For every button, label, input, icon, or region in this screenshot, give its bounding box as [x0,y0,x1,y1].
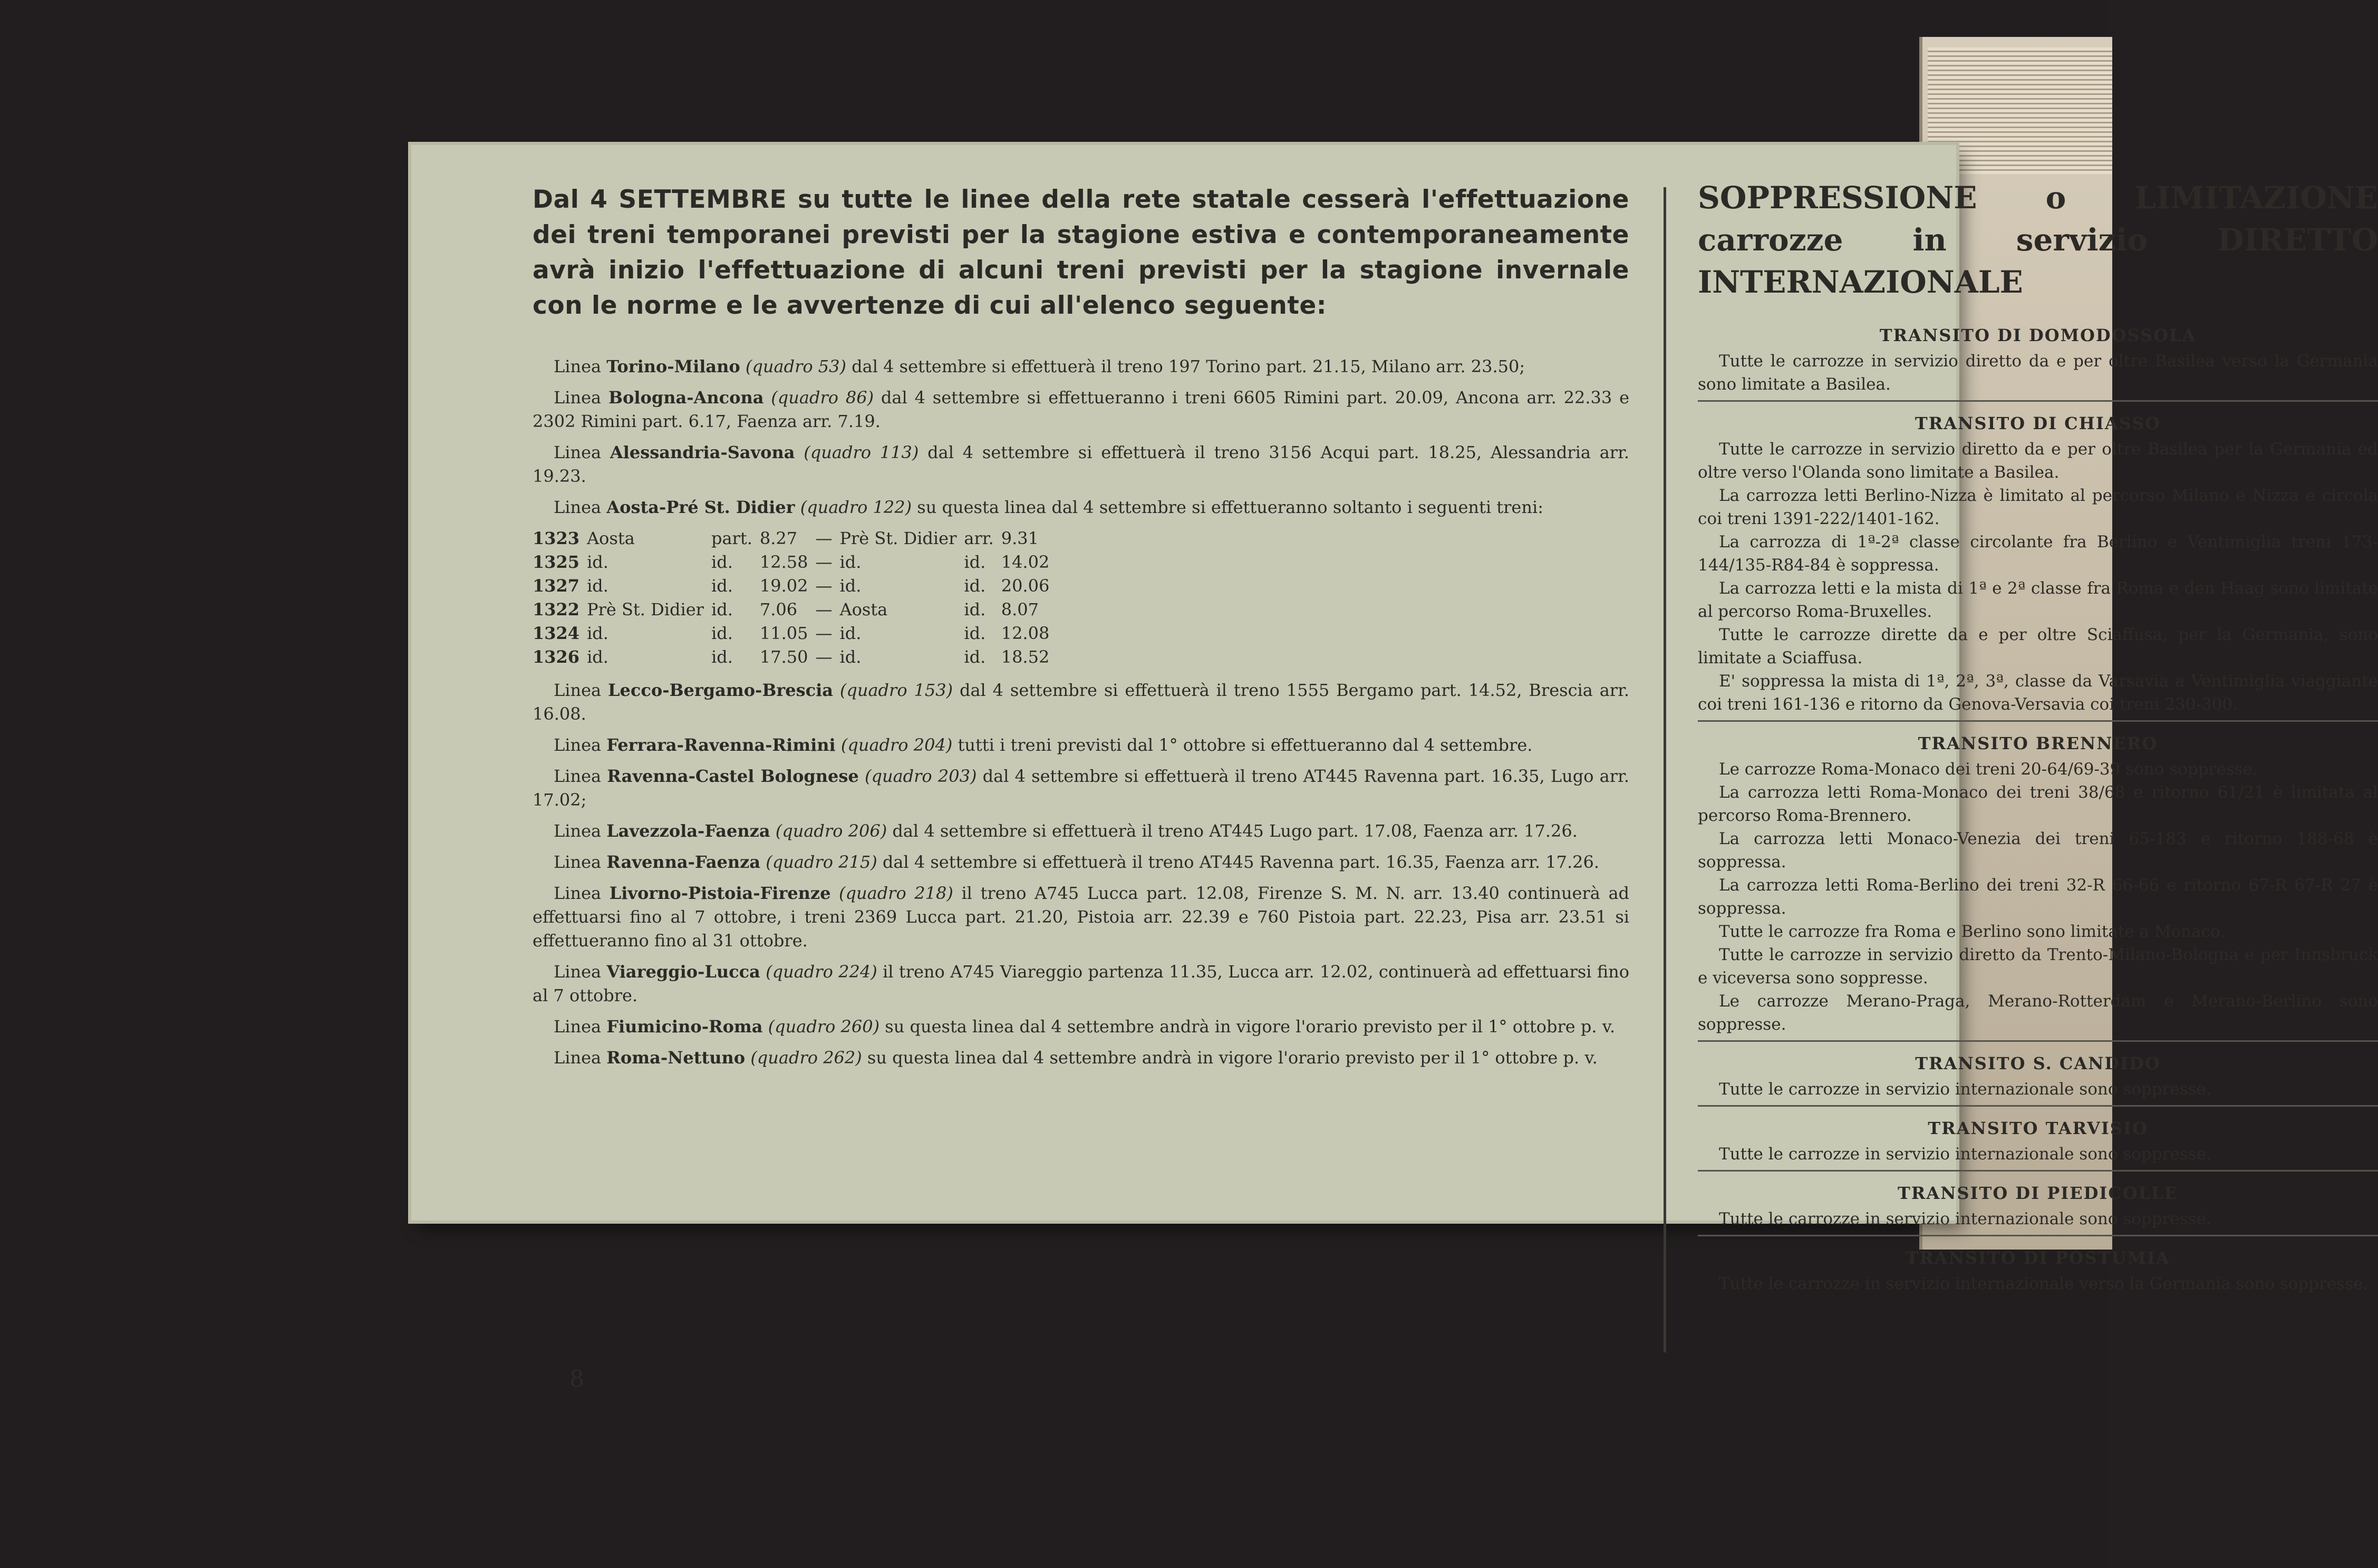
section-paragraph: Le carrozze Roma-Monaco dei treni 20-64/69-39 sono soppresse. [1719,760,2258,779]
section-paragraph: Tutte le carrozze in servizio diretto da e per oltre Basilea verso la Germania sono limitate a Basilea. [1698,352,2378,394]
transit-section [1698,733,2378,1042]
quadro-ref: (quadro 204) [840,735,953,755]
schedule-dep: 8.27 [759,528,798,548]
line-name: Viareggio-Lucca [606,962,760,982]
section-heading: TRANSITO DI PIEDICOLLE [1897,1183,2179,1203]
notice-text: tutti i treni previsti dal 1° ottobre si effettueranno dal 4 settembre. [952,735,1533,755]
notice-text: il treno A745 Lucca part. 12.08, Firenze S. M. N. arr. 13.40 continuerà ad effettuarsi fino al 7 ottobre, i treni 2369 Lucca part. 21.20, Pistoia arr. 22.39 e 760 Pistoia part. 22.23, Pisa arr. 23.51 si effettueranno fino al 31 ottobre. [533,883,1630,951]
schedule-from: id. [587,623,608,643]
schedule-dep-label: id. [711,623,733,643]
line-notice [533,850,1629,874]
quadro-ref: (quadro 53) [745,356,846,376]
left-column [533,182,1629,1077]
notices-list [533,355,1629,519]
quadro-ref: (quadro 113) [804,442,919,462]
schedule-dep-label: id. [711,552,733,572]
quadro-ref: (quadro 215) [766,852,877,872]
schedule-dash: — [815,528,833,548]
schedule-from: Prè St. Didier [587,599,704,620]
column-divider [1664,187,1666,1352]
schedule-dep-label: id. [711,647,733,667]
notice-prefix: Linea [554,883,610,903]
section-paragraph: La carrozza letti Roma-Berlino dei treni 32-R 66-66 e ritorno 67-R 67-R 27 è soppressa. [1698,876,2378,918]
line-name: Livorno-Pistoia-Firenze [609,883,831,903]
line-notice [533,386,1629,433]
quadro-ref: (quadro 153) [839,680,953,700]
schedule-row [533,574,1057,598]
line-notice [533,355,1629,379]
intro-paragraph: Dal 4 SETTEMBRE su tutte le linee della rete statale cesserà l'effettuazione dei treni temporanei previsti per la stagione estiva e contemporaneamente avrà inizio l'effettuazione di alcuni treni previsti per la stagione invernale con le norme e le avvertenze di cui all'elenco seguente: [533,185,1629,320]
schedule-dash: — [815,647,833,667]
section-paragraph: Tutte le carrozze in servizio internazionale verso la Germania sono soppresse. [1719,1274,2369,1293]
notice-text: dal 4 settembre si effettuerà il treno AT445 Lugo part. 17.08, Faenza arr. 17.26. [887,821,1578,841]
schedule-dash: — [815,576,833,596]
notice-text: dal 4 settembre si effettueranno i treni 6605 Rimini part. 20.09, Ancona arr. 22.33 e 2302 Rimini part. 6.17, Faenza arr. 7.19. [533,388,1630,431]
section-heading: TRANSITO TARVISIO [1928,1118,2148,1138]
schedule-dep-label: part. [711,528,752,548]
section-heading: TRANSITO DI POSTUMIA [1906,1248,2170,1268]
section-paragraph: E' soppressa la mista di 1ª, 2ª, 3ª, classe da Varsavia a Ventimiglia viaggiante coi treni 161-136 e ritorno da Genova-Versavia coi treni 230-300. [1698,672,2378,714]
schedule-train: 1325 [533,552,580,572]
line-notice [533,733,1629,757]
line-name: Roma-Nettuno [606,1048,746,1068]
notice-text: dal 4 settembre si effettuerà il treno AT445 Ravenna part. 16.35, Lugo arr. 17.02; [533,766,1630,810]
line-name: Alessandria-Savona [610,442,795,462]
line-name: Lavezzola-Faenza [606,821,770,841]
schedule-train: 1322 [533,599,580,620]
schedule-dep: 19.02 [759,576,808,596]
notice-prefix: Linea [554,852,607,872]
notice-prefix: Linea [554,442,610,462]
schedule-arr-label: id. [964,623,986,643]
section-paragraph: La carrozza letti Monaco-Venezia dei treni 65-183 e ritorno 188-68 è soppressa. [1698,829,2378,872]
schedule-arr-label: id. [964,552,986,572]
schedule-dash: — [815,599,833,620]
section-paragraph: La carrozza letti e la mista di 1ª e 2ª classe fra Roma e den Haag sono limitate al percorso Roma-Bruxelles. [1698,579,2378,621]
notice-text: su questa linea dal 4 settembre andrà in vigore l'orario previsto per il 1° ottobre p. v. [879,1017,1616,1037]
schedule-dep: 17.50 [759,647,808,667]
quadro-ref: (quadro 260) [768,1017,880,1037]
transit-sections [1698,325,2378,1295]
line-notice [533,882,1629,953]
line-name: Ravenna-Faenza [606,852,761,872]
section-rule [1698,1105,2378,1107]
aosta-schedule-table [533,527,1057,669]
section-rule [1698,720,2378,722]
schedule-from: id. [587,647,608,667]
schedule-to: id. [839,647,862,667]
notice-text: dal 4 settembre si effettuerà il treno 3156 Acqui part. 18.25, Alessandria arr. 19.23. [533,442,1630,486]
line-notice [533,441,1629,488]
schedule-dep: 7.06 [759,599,798,620]
transit-section [1698,1053,2378,1107]
line-name: Fiumicino-Roma [606,1017,763,1037]
section-paragraph: La carrozza letti Roma-Monaco dei treni 38/68 e ritorno 61/21 è limitata al percorso Roma-Brennero. [1698,783,2378,825]
line-name: Torino-Milano [606,356,740,376]
notice-prefix: Linea [554,766,607,786]
notice-text: dal 4 settembre si effettuerà il treno 197 Torino part. 21.15, Milano arr. 23.50; [846,356,1525,376]
section-paragraph: Le carrozze Merano-Praga, Merano-Rotterdam e Merano-Berlino sono soppresse. [1698,992,2378,1034]
schedule-dash: — [815,623,833,643]
line-notice [533,819,1629,843]
line-name: Lecco-Bergamo-Brescia [608,680,833,700]
schedule-train: 1323 [533,528,580,548]
notice-text: su questa linea dal 4 settembre andrà in vigore l'orario previsto per il 1° ottobre p. v. [862,1048,1598,1068]
schedule-train: 1327 [533,576,580,596]
section-rule [1698,1235,2378,1236]
notice-text: dal 4 settembre si effettuerà il treno 1555 Bergamo part. 14.52, Brescia arr. 16.08. [533,680,1630,724]
schedule-arr: 9.31 [1001,528,1039,548]
quadro-ref: (quadro 224) [766,962,877,982]
notice-prefix: Linea [554,962,607,982]
section-heading: TRANSITO S. CANDIDO [1915,1053,2161,1073]
notice-prefix: Linea [554,821,607,841]
quadro-ref: (quadro 206) [775,821,887,841]
section-heading: TRANSITO DI CHIASSO [1915,413,2161,433]
line-notice [533,679,1629,726]
notices-list-2 [533,679,1629,1070]
section-heading: TRANSITO DI DOMODOSSOLA [1879,325,2197,345]
schedule-arr-label: id. [964,647,986,667]
right-column [1698,177,2378,1295]
line-notice [533,496,1629,519]
transit-section [1698,325,2378,402]
schedule-dep: 12.58 [759,552,808,572]
schedule-to: Prè St. Didier [839,528,957,548]
line-name: Bologna-Ancona [608,388,764,408]
quadro-ref: (quadro 203) [864,766,977,786]
schedule-arr: 20.06 [1001,576,1050,596]
schedule-dep-label: id. [711,576,733,596]
notice-text: il treno A745 Viareggio partenza 11.35, Lucca arr. 12.02, continuerà ad effettuarsi fino al 7 ottobre. [533,962,1630,1005]
section-heading: TRANSITO BRENNERO [1918,733,2158,753]
section-paragraph: Tutte le carrozze dirette da e per oltre Sciaffusa, per la Germania, sono limitate a Sciaffusa. [1698,625,2378,667]
line-notice [533,1015,1629,1039]
schedule-arr: 12.08 [1001,623,1050,643]
schedule-train: 1326 [533,647,580,667]
quadro-ref: (quadro 86) [771,388,874,408]
schedule-row [533,645,1057,669]
section-paragraph: La carrozza letti Berlino-Nizza è limitato al percorso Milano e Nizza e circola coi treni 1391-222/1401-162. [1698,486,2378,528]
section-paragraph: Tutte le carrozze in servizio internazionale sono soppresse. [1719,1209,2211,1228]
notice-prefix: Linea [554,388,608,408]
notice-prefix: Linea [554,497,607,517]
schedule-to: id. [839,623,862,643]
schedule-arr: 8.07 [1001,599,1039,620]
schedule-dep-label: id. [711,599,733,620]
section-paragraph: Tutte le carrozze in servizio diretto da e per oltre Basilea per la Germania ed oltre verso l'Olanda sono limitate a Basilea. [1698,440,2378,482]
line-notice [533,764,1629,812]
schedule-dash: — [815,552,833,572]
quadro-ref: (quadro 262) [750,1048,862,1068]
schedule-arr-label: id. [964,576,986,596]
schedule-from: id. [587,576,608,596]
line-name: Aosta-Pré St. Didier [606,497,795,517]
section-rule [1698,400,2378,402]
schedule-to: id. [839,552,862,572]
schedule-row [533,527,1057,550]
schedule-arr: 14.02 [1001,552,1050,572]
notice-prefix: Linea [554,356,607,376]
right-title: SOPPRESSIONE o LIMITAZIONE carrozze in servizio DIRETTO INTERNAZIONALE [1698,180,2378,300]
schedule-arr-label: arr. [964,528,994,548]
schedule-to: Aosta [839,599,888,620]
notice-prefix: Linea [554,1048,607,1068]
quadro-ref: (quadro 122) [800,497,912,517]
schedule-to: id. [839,576,862,596]
section-rule [1698,1170,2378,1172]
line-notice [533,960,1629,1008]
section-paragraph: Tutte le carrozze in servizio internazionale sono soppresse. [1719,1080,2211,1099]
schedule-row [533,622,1057,645]
line-name: Ravenna-Castel Bolognese [607,766,859,786]
transit-section [1698,413,2378,722]
line-name: Ferrara-Ravenna-Rimini [606,735,836,755]
schedule-train: 1324 [533,623,580,643]
quadro-ref: (quadro 218) [839,883,953,903]
section-paragraph: Tutte le carrozze in servizio internazionale sono soppresse. [1719,1145,2211,1164]
transit-section [1698,1183,2378,1236]
document-page [411,145,2378,1293]
section-paragraph: La carrozza di 1ª-2ª classe circolante fra Berlino e Ventimiglia treni 173-144/135-R84-84 è soppressa. [1698,533,2378,575]
schedule-row [533,550,1057,574]
section-rule [1698,1040,2378,1042]
line-notice [533,1046,1629,1070]
schedule-row [533,598,1057,622]
schedule-arr-label: id. [964,599,986,620]
page-number: 8 [569,1366,584,1392]
schedule-dep: 11.05 [759,623,808,643]
schedule-arr: 18.52 [1001,647,1050,667]
schedule-from: Aosta [587,528,635,548]
section-paragraph: Tutte le carrozze fra Roma e Berlino sono limitate a Monaco. [1719,922,2226,941]
notice-prefix: Linea [554,735,607,755]
notice-text: su questa linea dal 4 settembre si effettueranno soltanto i seguenti treni: [912,497,1543,517]
section-paragraph: Tutte le carrozze in servizio diretto da Trento-Milano-Bologna e per Innsbruck e viceversa sono soppresse. [1698,945,2378,988]
transit-section [1698,1118,2378,1172]
notice-text: dal 4 settembre si effettuerà il treno AT445 Ravenna part. 16.35, Faenza arr. 17.26. [877,852,1600,872]
notice-prefix: Linea [554,680,608,700]
transit-section [1698,1248,2378,1295]
notice-prefix: Linea [554,1017,607,1037]
schedule-from: id. [587,552,608,572]
